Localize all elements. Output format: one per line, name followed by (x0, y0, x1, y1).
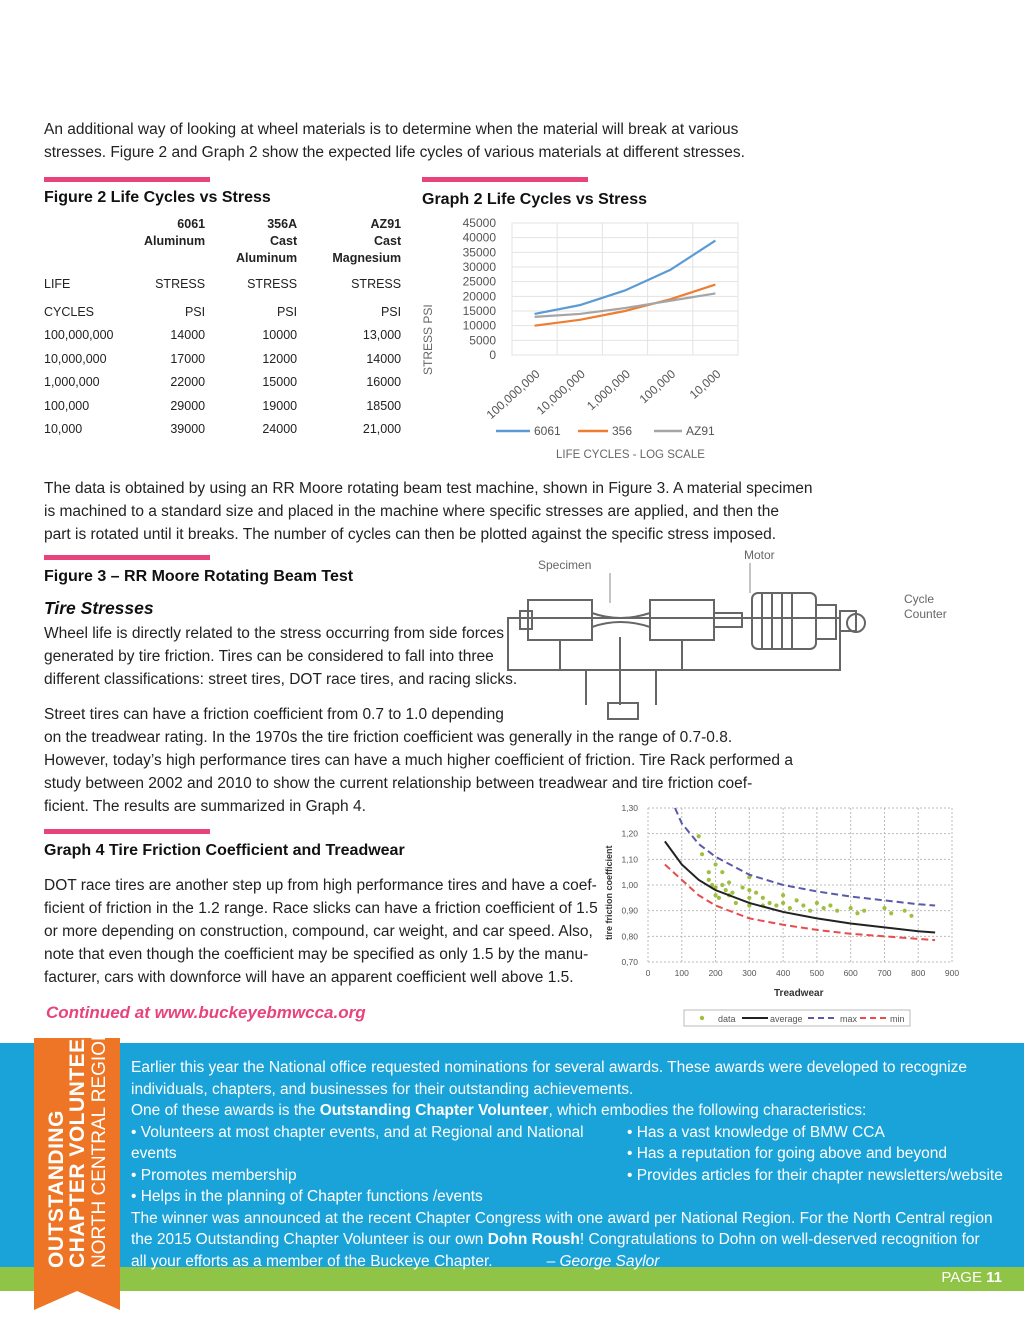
banner-line: Earlier this year the National office requested nominations for several awards. These awards were developed to recognize (131, 1059, 968, 1076)
graph4-data-point (727, 880, 731, 884)
graph4-data-point (734, 901, 738, 905)
graph4-data-point (707, 878, 711, 882)
cell-6061: 17000 (170, 351, 206, 366)
graph2-ylabel: STRESS PSI (421, 304, 435, 375)
banner-line (131, 1100, 1011, 1122)
para-line: Wheel life is directly related to the stress occurring from side forces (44, 625, 505, 642)
mat-1-line1: 6061 (177, 217, 206, 231)
graph4-data-point (747, 896, 751, 900)
graph4-data-point (855, 911, 859, 915)
banner-text-span: the 2015 Outstanding Chapter Volunteer is our own (131, 1231, 488, 1248)
graph4-xtick: 200 (708, 968, 723, 978)
graph2-category: 100,000 (636, 366, 679, 407)
legend-data: data (718, 1014, 736, 1024)
graph4-data-point (700, 852, 704, 856)
intro-paragraph (44, 118, 745, 164)
graph2-accent-bar (422, 177, 588, 182)
cell-az91: 16000 (366, 375, 402, 389)
bullet-columns (131, 1122, 1011, 1208)
mat-3-line2: Cast (374, 234, 402, 248)
page-label: PAGE (941, 1269, 982, 1286)
graph4-chart (596, 798, 968, 1030)
graph2-category: 100,000,000 (483, 366, 543, 422)
left-cap (520, 611, 532, 629)
signature: – George Saylor (546, 1252, 660, 1270)
graph4-title: Graph 4 Tire Friction Coefficient and Treadwear (44, 842, 405, 859)
graph4-data-point (717, 896, 721, 900)
bullet-item: • Has a reputation for going above and beyond (627, 1145, 947, 1162)
graph2-category: 10,000,000 (533, 366, 588, 418)
cell-cycles: 10,000 (44, 422, 83, 436)
graph4-data-point (730, 891, 734, 895)
graph4-xtick: 300 (742, 968, 757, 978)
cell-356a: 12000 (262, 351, 298, 366)
graph4-data-point (815, 901, 819, 905)
graph4-data-point (862, 909, 866, 913)
graph4-data-point (740, 885, 744, 889)
cell-356a: 15000 (262, 375, 298, 389)
graph2-ytick: 35000 (462, 245, 496, 260)
cell-cycles: 1,000,000 (44, 375, 100, 389)
graph4-ylabel: tire friction coefficient (604, 845, 614, 940)
figure3-title: Figure 3 – RR Moore Rotating Beam Test (44, 568, 354, 585)
graph4-xtick: 800 (911, 968, 926, 978)
graph4-data-point (720, 883, 724, 887)
figure2-accent-bar (44, 177, 210, 182)
graph2-category: 1,000,000 (583, 366, 634, 413)
graph4-ytick: 0,90 (621, 905, 638, 916)
para-line: facturer, cars with downforce will have an apparent coefficient well above 1.5. (44, 969, 574, 986)
label-counter: Counter (904, 607, 947, 621)
banner-text-span: all your efforts as a member of the Buckeye Chapter. (131, 1252, 493, 1270)
label-motor: Motor (744, 548, 775, 562)
tire-paragraph-1 (44, 622, 517, 691)
graph4-data-point (781, 901, 785, 905)
para-line: However, today’s high performance tires can have a much higher coefficient of friction. Tire Rack performed a (44, 752, 793, 769)
graph4-data-point (697, 834, 701, 838)
para-line: different classifications: street tires, DOT race tires, and racing slicks. (44, 671, 518, 688)
bullet-item: • Helps in the planning of Chapter functions /events (131, 1188, 483, 1205)
graph2-ytick: 30000 (462, 260, 496, 274)
para-line: ficient of friction in the 1.2 range. Race slicks can have a friction coefficient of 1.5 (44, 900, 598, 917)
banner-line (131, 1229, 1011, 1251)
graph4-data-point (774, 903, 778, 907)
mat-3-line1: AZ91 (370, 217, 402, 231)
graph4-data-point (849, 906, 853, 910)
graph4-xtick: 600 (843, 968, 858, 978)
banner-text-span: One of these awards is the (131, 1102, 320, 1119)
bullet-item: • Promotes membership (131, 1166, 297, 1184)
graph4-line-max (675, 808, 935, 906)
graph4-ytick: 1,30 (621, 803, 638, 813)
graph2-ytick: 45000 (462, 216, 496, 230)
label-cycle: Cycle (904, 592, 935, 606)
para-line: DOT race tires are another step up from high performance tires and have a coef- (44, 877, 597, 894)
winner-name: Dohn Roush (487, 1231, 580, 1248)
figure2-table (44, 216, 401, 436)
graph2-title: Graph 2 Life Cycles vs Stress (422, 191, 647, 208)
para-line: or more depending on construction, compound, car weight, and car speed. Also, (44, 923, 593, 940)
motor-cap (816, 605, 836, 639)
label-psi: PSI (380, 304, 402, 319)
label-stress: STRESS (155, 276, 206, 291)
graph4-ytick: 0,80 (621, 931, 638, 942)
para-line: The data is obtained by using an RR Moore rotating beam test machine, shown in Figure 3. A material specimen (44, 480, 813, 497)
mat-1-line2: Aluminum (144, 234, 206, 248)
graph4-data-point (754, 891, 758, 895)
banner-line: individuals, chapters, and businesses for their outstanding achievements. (131, 1080, 634, 1098)
legend-6061: 6061 (534, 424, 561, 438)
graph4-data-point (835, 909, 839, 913)
cell-356a: 24000 (262, 422, 298, 436)
para-line: on the treadwear rating. In the 1970s the tire friction coefficient was generally in the range of 0.7-0.8. (44, 729, 733, 746)
para-line: Street tires can have a friction coefficient from 0.7 to 1.0 depending (44, 706, 504, 723)
label-cycles: CYCLES (44, 304, 95, 319)
legend-356: 356 (612, 424, 633, 438)
rr-moore-paragraph (44, 477, 813, 546)
intro-line: stresses. Figure 2 and Graph 2 show the expected life cycles of various materials at different stresses. (44, 144, 745, 161)
graph4-data-point (724, 888, 728, 892)
label-psi: PSI (276, 304, 298, 319)
para-line: is machined to a standard size and placed in the machine where specific stresses are applied, and then the (44, 503, 779, 520)
graph4-data-point (713, 862, 717, 866)
graph4-ytick: 0,70 (621, 957, 638, 967)
graph4-data-point (761, 896, 765, 900)
graph4-data-point (713, 893, 717, 897)
cell-az91: 18500 (366, 398, 402, 413)
continued-link[interactable]: Continued at www.buckeyebmwcca.org (46, 1003, 366, 1022)
graph2-ytick: 20000 (462, 289, 496, 304)
graph4-line-average (665, 841, 935, 932)
label-psi: PSI (184, 304, 206, 319)
graph4-xtick: 500 (809, 968, 824, 978)
bullet-item: • Provides articles for their chapter newsletters/website (627, 1166, 1003, 1184)
bullet-item: • Volunteers at most chapter events, and at Regional and National events (131, 1123, 584, 1162)
figure2-title: Figure 2 Life Cycles vs Stress (44, 189, 271, 206)
graph4-xlabel: Treadwear (774, 988, 824, 999)
cell-6061: 22000 (170, 375, 206, 389)
graph4-data-point (828, 903, 832, 907)
graph4-data-point (801, 903, 805, 907)
graph4-xtick: 400 (776, 968, 791, 978)
banner-line: The winner was announced at the recent Chapter Congress with one award per National Region. For the North Central region (131, 1209, 993, 1227)
graph4-xtick: 900 (944, 968, 960, 978)
label-specimen: Specimen (538, 558, 592, 572)
page-num: 11 (986, 1269, 1002, 1286)
graph4-data-point (889, 911, 893, 915)
graph4-ytick: 1,10 (621, 854, 638, 865)
graph4-xtick: 100 (674, 968, 689, 978)
graph4-data-point (909, 914, 913, 918)
graph2-xlabel: LIFE CYCLES - LOG SCALE (556, 449, 705, 461)
graph4-data-point (882, 906, 886, 910)
banner-text (131, 1057, 1011, 1272)
label-stress: STRESS (247, 276, 298, 291)
mat-2-line3: Aluminum (236, 251, 298, 265)
cell-356a: 19000 (262, 398, 298, 413)
graph4-data-point (768, 901, 772, 905)
graph4-data-point (788, 906, 792, 910)
graph4-data-point (808, 909, 812, 913)
para-line: part is rotated until it breaks. The number of cycles can then be plotted against the specific stress imposed. (44, 526, 777, 543)
graph2-ytick: 25000 (462, 274, 496, 289)
cell-6061: 39000 (170, 422, 206, 436)
banner-text-span: ! Congratulations to Dohn on well-deserved recognition for (579, 1231, 980, 1248)
dot-paragraph (44, 874, 598, 989)
graph4-xtick: 700 (877, 968, 892, 978)
cell-cycles: 10,000,000 (44, 351, 107, 366)
graph2-category: 10,000 (686, 366, 724, 402)
legend-max: max (840, 1014, 858, 1024)
graph2-ytick: 0 (489, 348, 496, 362)
rr-moore-diagram (500, 545, 960, 725)
legend-min: min (890, 1014, 905, 1024)
figure3-accent-bar (44, 555, 210, 560)
cell-6061: 14000 (170, 328, 206, 342)
graph2-ytick: 5000 (469, 333, 496, 348)
graph4-data-point (707, 870, 711, 874)
para-line: ficient. The results are summarized in Graph 4. (44, 798, 366, 815)
cell-6061: 29000 (170, 398, 206, 413)
cell-356a: 10000 (262, 328, 298, 342)
banner-line (131, 1251, 1011, 1273)
cell-az91: 14000 (366, 351, 402, 366)
para-line: study between 2002 and 2010 to show the current relationship between treadwear and tire friction coef- (44, 775, 753, 792)
legend-az91: AZ91 (686, 424, 715, 438)
ribbon-line-3: NORTH CENTRAL REGION (89, 1027, 110, 1268)
ribbon-line-2: CHAPTER VOLUNTEER (66, 1022, 89, 1268)
graph4-ytick: 1,00 (621, 880, 638, 890)
mat-2-line2: Cast (270, 234, 298, 248)
cell-cycles: 100,000 (44, 398, 90, 413)
label-life: LIFE (44, 276, 71, 291)
page-number (941, 1269, 1002, 1286)
para-line: note that even though the coefficient may be specified as only 1.5 by the manu- (44, 946, 589, 963)
right-bearing-housing (650, 600, 714, 640)
machine-base (508, 618, 840, 670)
graph4-xtick: 0 (645, 968, 651, 978)
label-stress: STRESS (351, 276, 402, 291)
ribbon-line-1: OUTSTANDING (45, 1110, 68, 1268)
specimen (592, 613, 650, 627)
graph4-accent-bar (44, 829, 210, 834)
legend-average: average (770, 1014, 803, 1024)
award-name: Outstanding Chapter Volunteer (319, 1102, 549, 1119)
graph4-data-point (781, 893, 785, 897)
cell-cycles: 100,000,000 (44, 328, 114, 342)
graph4-data-point (747, 888, 751, 892)
graph2-ytick: 15000 (462, 304, 496, 318)
cell-az91: 21,000 (362, 422, 402, 436)
bullet-item: • Has a vast knowledge of BMW CCA (627, 1123, 885, 1141)
graph4-data-point (795, 898, 799, 902)
graph2-ytick: 40000 (462, 230, 496, 245)
graph4-data-point (720, 870, 724, 874)
mat-2-line1: 356A (267, 217, 298, 231)
coupling (714, 613, 742, 627)
graph4-data-point (903, 909, 907, 913)
graph4-data-point (822, 906, 826, 910)
tire-stresses-heading: Tire Stresses (44, 598, 154, 618)
graph2-ytick: 10000 (462, 318, 496, 333)
para-line: generated by tire friction. Tires can be considered to fall into three (44, 648, 494, 665)
banner-text-span: , which embodies the following characteristics: (548, 1102, 867, 1119)
intro-line: An additional way of looking at wheel materials is to determine when the material will break at various (44, 121, 739, 138)
graph4-ytick: 1,20 (621, 828, 638, 839)
graph2-chart (410, 215, 770, 465)
legend-data-mark (700, 1016, 704, 1020)
cell-az91: 13,000 (362, 328, 402, 342)
left-bearing-housing (528, 600, 592, 640)
mat-3-line3: Magnesium (332, 251, 402, 265)
